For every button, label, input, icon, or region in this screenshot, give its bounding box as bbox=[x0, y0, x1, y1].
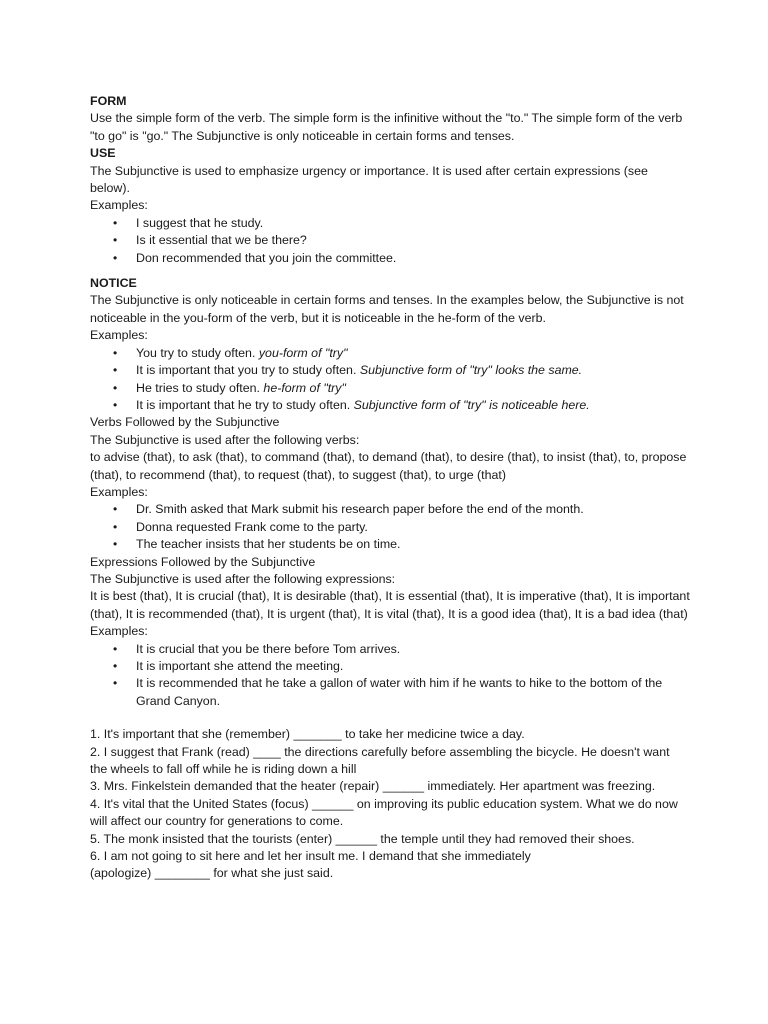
exercise-item: (apologize) ________ for what she just said. bbox=[90, 866, 334, 881]
verbs-examples-label: Examples: bbox=[90, 484, 148, 499]
list-item bbox=[90, 362, 690, 379]
document-content bbox=[90, 93, 690, 883]
use-paragraph: The Subjunctive is used to emphasize urgency or importance. It is used after certain expressions (see below). bbox=[90, 163, 648, 196]
verbs-intro: The Subjunctive is used after the following verbs: bbox=[90, 432, 360, 447]
use-heading: USE bbox=[90, 146, 116, 161]
notice-examples-list bbox=[90, 345, 690, 415]
exercise-item: 1. It's important that she (remember) _______ to take her medicine twice a day. bbox=[90, 727, 525, 742]
list-item: • Don recommended that you join the committee. bbox=[90, 250, 690, 267]
verbs-list: to advise (that), to ask (that), to command (that), to demand (that), to desire (that), to insist (that), to, propose (that), to recommend (that), to request (that), to suggest (that), to urge (that) bbox=[90, 450, 687, 482]
list-item: • I suggest that he study. bbox=[90, 215, 690, 232]
list-item: • It is recommended that he take a gallon of water with him if he wants to hike to the bottom of the Grand Canyon. bbox=[90, 675, 690, 710]
exercise-item: 2. I suggest that Frank (read) ____ the directions carefully before assembling the bicycle. He doesn't want the wheels to fall off while he is riding down a hill bbox=[90, 744, 670, 777]
form-paragraph: Use the simple form of the verb. The simple form is the infinitive without the "to." The simple form of the verb "to go" is "go." The Subjunctive is only noticeable in certain forms and tenses. bbox=[90, 111, 683, 143]
example-note: Subjunctive form of "try" looks the same. bbox=[359, 363, 583, 378]
exercise-item: 6. I am not going to sit here and let her insult me. I demand that she immediately bbox=[90, 849, 531, 864]
expressions-examples-list bbox=[90, 641, 690, 711]
list-item bbox=[90, 397, 690, 414]
example-text: You try to study often. bbox=[136, 345, 256, 360]
notice-examples-label: Examples: bbox=[90, 328, 148, 343]
example-text: It is important that you try to study often. bbox=[136, 363, 357, 378]
exercise-list bbox=[90, 726, 690, 883]
notice-paragraph: The Subjunctive is only noticeable in certain forms and tenses. In the examples below, the Subjunctive is not noticeable in the you-form of the verb, but it is noticeable in the he-form of the verb. bbox=[90, 293, 684, 325]
expressions-intro: The Subjunctive is used after the following expressions: bbox=[90, 571, 396, 586]
exercise-item: 4. It's vital that the United States (focus) ______ on improving its public education system. What we do now will affect our country for generations to come. bbox=[90, 796, 678, 829]
list-item bbox=[90, 345, 690, 362]
verbs-heading: Verbs Followed by the Subjunctive bbox=[90, 415, 280, 430]
list-item: • Dr. Smith asked that Mark submit his research paper before the end of the month. bbox=[90, 501, 690, 518]
example-text: He tries to study often. bbox=[136, 380, 260, 395]
use-examples-label: Examples: bbox=[90, 198, 148, 213]
form-heading: FORM bbox=[90, 94, 127, 108]
verbs-examples-list bbox=[90, 501, 690, 553]
example-note: he-form of "try" bbox=[263, 380, 346, 395]
use-examples-list bbox=[90, 215, 690, 267]
list-item: • It is crucial that you be there before Tom arrives. bbox=[90, 641, 690, 658]
list-item: • The teacher insists that her students be on time. bbox=[90, 536, 690, 553]
example-text: It is important that he try to study often. bbox=[136, 397, 351, 412]
example-note: you-form of "try" bbox=[258, 345, 348, 360]
example-note: Subjunctive form of "try" is noticeable here. bbox=[353, 397, 590, 412]
exercise-item: 3. Mrs. Finkelstein demanded that the heater (repair) ______ immediately. Her apartment was freezing. bbox=[90, 779, 656, 794]
notice-heading: NOTICE bbox=[90, 276, 137, 291]
expressions-list: It is best (that), It is crucial (that), It is desirable (that), It is essential (that), It is imperative (that), It is important (that), It is recommended (that), It is urgent (that), It is vital (that), It is a good idea (that), It is a bad idea (that) bbox=[90, 589, 690, 621]
expressions-examples-label: Examples: bbox=[90, 624, 148, 639]
list-item: • Donna requested Frank come to the party. bbox=[90, 519, 690, 536]
expressions-heading: Expressions Followed by the Subjunctive bbox=[90, 554, 316, 569]
list-item: • It is important she attend the meeting. bbox=[90, 658, 690, 675]
exercise-item: 5. The monk insisted that the tourists (enter) ______ the temple until they had removed their shoes. bbox=[90, 831, 635, 846]
list-item: • Is it essential that we be there? bbox=[90, 232, 690, 249]
list-item bbox=[90, 380, 690, 397]
